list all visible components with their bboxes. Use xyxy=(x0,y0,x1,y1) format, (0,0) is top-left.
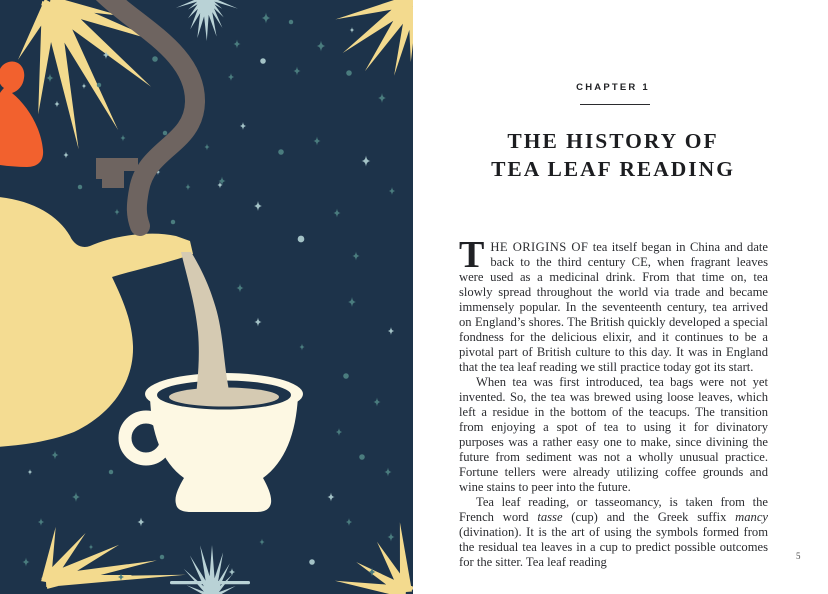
star-dot xyxy=(278,149,284,155)
lead-caps: HE ORIGINS OF xyxy=(490,240,589,254)
star-dot xyxy=(163,131,167,135)
star-dot xyxy=(97,83,101,87)
chapter-label: CHAPTER 1 xyxy=(576,82,650,93)
page-title xyxy=(439,127,787,183)
star-dot xyxy=(289,20,293,24)
star-dot xyxy=(359,454,365,460)
illustration-panel xyxy=(0,0,413,594)
star-dot xyxy=(260,58,266,64)
star-dot xyxy=(78,185,82,189)
book-text-page xyxy=(413,0,828,594)
paragraph-1-text: tea itself began in China and date back to the third century CE, when fragrant leaves were used as a medicinal drink. From that time on, tea slowly spread throughout the world via trade and became immensely popular. In the seventeenth century, tea arrived on England’s shores. The British quickly developed a special fondness for the delicious elixir, and it continues to be a pivotal part of British culture to this day. It was in England that the tea leaf reading we still practice today got its start. xyxy=(459,240,768,374)
title-line-1: THE HISTORY OF xyxy=(507,129,719,153)
title-line-2: TEA LEAF READING xyxy=(491,157,735,181)
starburst-base xyxy=(378,586,413,590)
star-dot xyxy=(171,220,175,224)
body-text xyxy=(459,234,768,570)
drop-cap: T xyxy=(459,234,485,276)
star-dot xyxy=(309,559,315,565)
paragraph-3 xyxy=(459,495,768,570)
star-dot xyxy=(298,236,305,243)
page-number: 5 xyxy=(796,551,801,561)
paragraph-1 xyxy=(459,234,768,375)
star-dot xyxy=(343,373,349,379)
paragraph-3-text: (cup) and the Greek suffix xyxy=(562,510,736,524)
italic-term-mancy: mancy xyxy=(735,510,768,524)
star-dot xyxy=(152,56,158,62)
italic-term-tasse: tasse xyxy=(537,510,563,524)
paragraph-3-text: Tea leaf reading, or tasseomancy, is taken from the French word xyxy=(459,495,768,524)
night-sky-illustration xyxy=(0,0,413,594)
star-dot xyxy=(109,470,113,474)
star-dot xyxy=(346,70,352,76)
star-dot xyxy=(160,555,164,559)
starburst-base xyxy=(170,581,250,584)
paragraph-2: When tea was first introduced, tea bags were not yet invented. So, the tea was brewed using loose leaves, which left a residue in the bottom of the teacups. The transition from enjoying a spot of tea to using it for divinatory purposes was a rather easy one to make, since divining the future from sediment was not a wholly unusual practice. Fortune tellers were already utilizing coffee grounds and wine stains to peer into the future. xyxy=(459,375,768,494)
paragraph-3-text: (divination). It is the art of using the symbols formed from the residual tea leaves in a cup to predict possible outcomes for the sitter. Tea leaf reading xyxy=(459,525,768,569)
chapter-rule xyxy=(580,104,650,105)
